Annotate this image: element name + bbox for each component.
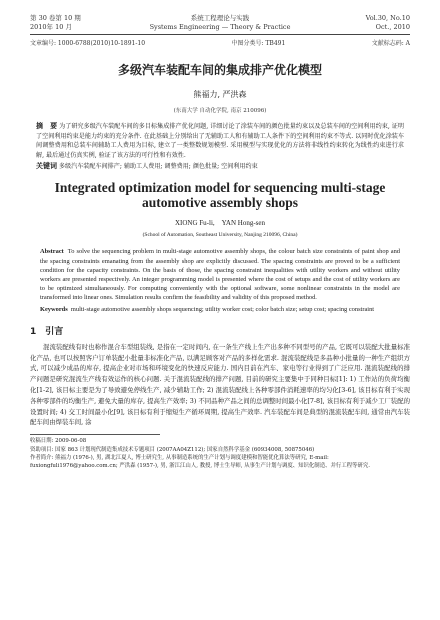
volume-issue: 第 30 卷第 10 期: [30, 14, 81, 22]
abstract-label-cn: 摘 要: [36, 122, 58, 130]
article-number: 文章编号: 1000-6788(2010)10-1891-10: [30, 40, 146, 47]
affiliation-en: (School of Automation, Southeast University, Nanjing 210096, China): [142, 232, 298, 239]
abstract-text-en: To solve the sequencing problem in multi-stage automotive assembly shops, the colour batch size constraints of paint shop and the spacing constraints emanating from the assembly shop are explicitly discussed. The spacing constraints are proved to be a sufficient condition for the capacity constraints. On the basis of those, the spacing constraint inequalities with utility workers and without utility workers are presented respectively. An integer programming model is presented where the cost of setups and the cost of utility workers are to be optimized simultaneously. For computing conveniently with the optional software, some nonlinear constraints in the model are transformed into linear ones. Simulation results confirm the feasibility and validity of this proposed method.: [40, 248, 400, 302]
abstract-label-en: Abstract: [40, 248, 64, 256]
issue-date-en: Oct., 2010: [375, 23, 410, 31]
keywords-label-cn: 关键词: [36, 162, 57, 171]
abstract-text-cn: 为了研究多级汽车装配车间的多目标集成排产优化问题, 详细讨论了涂装车间的颜色批量约束以及总装车间的空间利用约束, 证明了空间利用约束是能力约束的充分条件. 在此基础上分别给出了无辅助工人和有辅助工人条件下的空间利用约束不等式. 以同时优化涂装车间调整费用和总装车间辅助工人费用为目标, 建立了一类整数规划模型. 采用模型与实现优化的方法将非线性约束转化为线性约束进行求解, 最后通过仿真实例, 验证了该方法的可行性和有效性.: [36, 123, 405, 159]
funding-note: 资助项目: 国家 863 计划现代制造集成技术专题项目 (2007AA04Z112); 国家自然科学基金 (60934008, 50875046): [30, 446, 315, 453]
keywords-en: [30, 305, 410, 314]
abstract-en: [30, 247, 410, 302]
volume-issue-en: Vol.30, No.10: [365, 14, 410, 22]
authors-cn: 熊福力, 严洪森: [193, 90, 247, 99]
clc-number: 中图分类号: TB491: [231, 40, 286, 47]
journal-name-en: Systems Engineering — Theory & Practice: [149, 23, 291, 31]
keywords-label-en: Keywords: [40, 305, 68, 313]
header-rule: [30, 34, 410, 35]
keywords-text-en: multi-stage automotive assembly shops sequencing; utility worker cost; color batch size; setup cost; spacing constraint: [70, 305, 375, 313]
issue-date: 2010年 10 月: [30, 23, 72, 31]
title-cn: 多级汽车装配车间的集成排产优化模型: [117, 63, 322, 77]
title-en: Integrated optimization model for sequencing multi-stage automotive assembly shops: [54, 180, 386, 211]
keywords-cn: [30, 162, 410, 171]
keywords-text-cn: 多级汽车装配车间排产; 辅助工人费用; 调整费用; 颜色批量; 空间利用约束: [58, 163, 258, 171]
section-heading-intro: 1 引言: [30, 326, 64, 337]
footnote-rule: [30, 434, 160, 435]
author-bio: 作者简介: 熊福力 (1976-), 男, 湖北江夏人, 博士研究生, 从事制造系统的生产计划与调度建模和智能优化算法等研究, E-mail: fuxiongfuli1976@yahoo.com.cn; 严洪森 (1957-), 男, 浙江江山人, 教授, 博士生导师, 从事生产计划与调度、知识化制造、并行工程等研究.: [30, 454, 370, 470]
intro-paragraph: 混流装配线有时也称作混合车型组装线, 是指在一定时间内, 在一条生产线上生产出多种不同型号的产品, 它既可以装配大批量标准化产品, 也可以按照客户订单装配小批量非标准化产品, 以满足顾客对产品的多样化需求. 混流装配线是多品种小批量的一种生产组织方式, 可以减少成品的库存, 提高企业对市场和环境变化的快速反应能力. 国内目前在汽车、家电等行业得到了广泛应用. 混流装配线的排产问题是研究混流生产线有效运作的核心问题. 关于混流装配线的排产问题, 目前的研究主要集中于同种目标[1]: 1) 工作站的负荷均衡化[1-2], 该目标主要是为了导致避免停线生产, 减少辅助工作; 2) 混流装配线上各种零部件消耗速率的均匀化[3-6], 该目标有利于实现各种零部件的均衡生产, 避免大量的库存, 提高生产效率; 3) 不同品种产品之间的总调整时间最小化[7-8], 该目标有利于减少工厂装配的设置时间; 4) 交工时间最小化[9], 该目标有利于缩短生产循环周期, 提高生产效率. 汽车装配车间是典型的混流装配车间, 通常由汽车装配车间由焊装车间, 涂: [30, 342, 410, 427]
article-meta: [30, 38, 410, 47]
abstract-cn: [30, 122, 410, 160]
journal-name-cn: 系统工程理论与实践: [190, 14, 250, 22]
document-code: 文献标志码: A: [371, 40, 410, 47]
authors-en: XIONG Fu-li, YAN Hong-sen: [174, 219, 266, 228]
received-date: 收稿日期: 2009-06-08: [30, 438, 87, 445]
footnotes: [30, 437, 410, 471]
affiliation-cn: (东南大学 自动化学院, 南京 210096): [173, 108, 267, 114]
running-header: [30, 14, 410, 32]
